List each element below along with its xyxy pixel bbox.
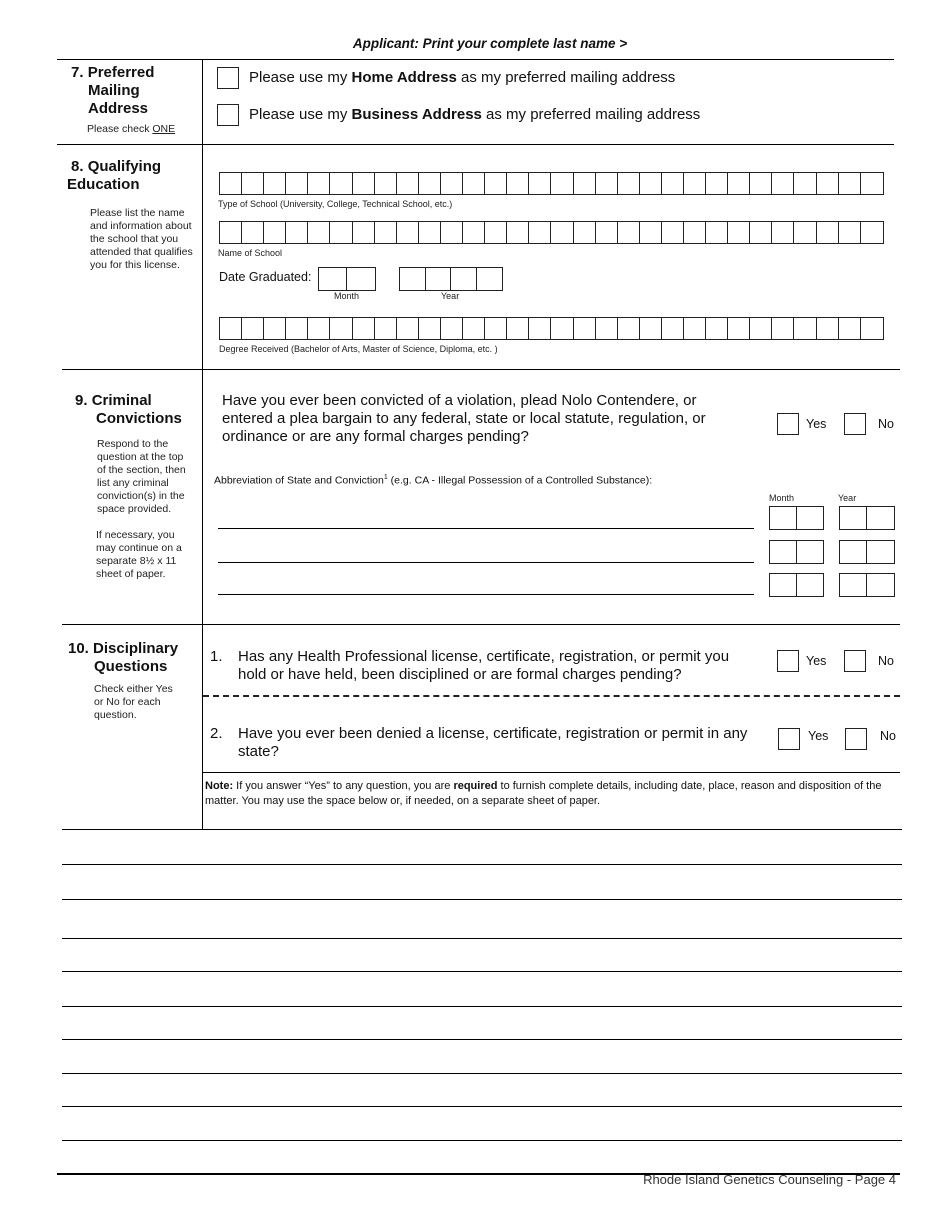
character-cell[interactable] xyxy=(242,222,264,243)
explanation-line[interactable] xyxy=(62,1073,902,1074)
section-7-title-line1: Preferred xyxy=(87,64,155,81)
character-cell[interactable] xyxy=(477,268,503,290)
character-cell[interactable] xyxy=(728,318,750,339)
business-address-checkbox[interactable] xyxy=(217,104,239,126)
character-cell[interactable] xyxy=(220,173,242,194)
character-cell[interactable] xyxy=(684,173,706,194)
disciplinary-q2-no-checkbox[interactable] xyxy=(845,728,867,750)
section-10-title-line2: Questions xyxy=(94,658,168,675)
name-of-school-field[interactable] xyxy=(219,221,884,244)
conviction-1-year-field[interactable] xyxy=(839,506,895,530)
character-cell[interactable] xyxy=(441,318,463,339)
character-cell[interactable] xyxy=(618,318,640,339)
conviction-3-month-field[interactable] xyxy=(769,573,824,597)
character-cell[interactable] xyxy=(640,318,662,339)
character-cell[interactable] xyxy=(419,222,441,243)
character-cell[interactable] xyxy=(529,318,551,339)
character-cell[interactable] xyxy=(264,318,286,339)
character-cell[interactable] xyxy=(794,222,816,243)
disciplinary-q1-no-label: No xyxy=(878,654,894,668)
note-text-pre: If you answer “Yes” to any question, you are xyxy=(233,780,454,792)
section-7-title-line2: Mailing xyxy=(88,82,140,99)
character-cell[interactable] xyxy=(286,173,308,194)
section-9-bottom-rule xyxy=(62,624,900,625)
disciplinary-q1-no-checkbox[interactable] xyxy=(844,650,866,672)
section-9-title-line2: Convictions xyxy=(96,410,182,427)
character-cell[interactable] xyxy=(551,318,573,339)
character-cell[interactable] xyxy=(596,318,618,339)
graduation-month-field[interactable] xyxy=(318,267,376,291)
character-cell[interactable] xyxy=(797,574,824,596)
section-10-title-line1: Disciplinary xyxy=(93,640,179,657)
character-cell[interactable] xyxy=(426,268,452,290)
note-text-post: to furnish complete details, including date, place, reason and disposition of the matter. You may use the space below or, if needed, on a separate sheet of paper. xyxy=(205,780,882,807)
footer-page-label: Rhode Island Genetics Counseling - Page 4 xyxy=(643,1172,896,1187)
character-cell[interactable] xyxy=(529,173,551,194)
character-cell[interactable] xyxy=(770,574,797,596)
character-cell[interactable] xyxy=(353,173,375,194)
character-cell[interactable] xyxy=(662,173,684,194)
section-8-title-line2: Education xyxy=(67,176,140,193)
character-cell[interactable] xyxy=(772,318,794,339)
character-cell[interactable] xyxy=(706,318,728,339)
character-cell[interactable] xyxy=(308,318,330,339)
character-cell[interactable] xyxy=(319,268,347,290)
abbreviation-example: (e.g. CA - Illegal Possession of a Controlled Substance): xyxy=(387,474,653,487)
abbreviation-footnote: 1 xyxy=(383,474,388,481)
section-10-number: 10. xyxy=(68,640,89,657)
note-label: Note: xyxy=(205,780,234,792)
applicant-last-name-label: Applicant: Print your complete last name > xyxy=(352,36,628,51)
character-cell[interactable] xyxy=(330,222,352,243)
character-cell[interactable] xyxy=(839,173,861,194)
type-of-school-field[interactable] xyxy=(219,172,884,195)
conviction-2-month-field[interactable] xyxy=(769,540,824,564)
character-cell[interactable] xyxy=(728,173,750,194)
character-cell[interactable] xyxy=(839,222,861,243)
character-cell[interactable] xyxy=(507,318,529,339)
character-cell[interactable] xyxy=(861,173,883,194)
character-cell[interactable] xyxy=(375,222,397,243)
character-cell[interactable] xyxy=(640,173,662,194)
section-8-help: Please list the name and information about the school that you attended that qualifies you for this license. xyxy=(90,207,193,271)
section-10-help: Check either Yes or No for each question. xyxy=(94,683,173,721)
home-address-bold: Home Address xyxy=(351,69,457,86)
business-address-pre: Please use my xyxy=(249,106,352,123)
home-address-checkbox[interactable] xyxy=(217,67,239,89)
character-cell[interactable] xyxy=(839,318,861,339)
character-cell[interactable] xyxy=(867,507,894,529)
question-separator-dashed xyxy=(203,695,900,697)
character-cell[interactable] xyxy=(794,173,816,194)
character-cell[interactable] xyxy=(817,173,839,194)
section-10-title xyxy=(68,640,178,676)
character-cell[interactable] xyxy=(618,222,640,243)
character-cell[interactable] xyxy=(684,318,706,339)
character-cell[interactable] xyxy=(397,173,419,194)
character-cell[interactable] xyxy=(728,222,750,243)
section-7-bottom-rule xyxy=(57,144,894,145)
explanation-line[interactable] xyxy=(62,1140,902,1141)
section-8-title-line1: Qualifying xyxy=(87,158,162,175)
character-cell[interactable] xyxy=(596,222,618,243)
section-9-help-1: Respond to the question at the top of the section, then list any criminal conviction(s) in the space provided. xyxy=(97,438,186,515)
character-cell[interactable] xyxy=(330,318,352,339)
character-cell[interactable] xyxy=(840,574,867,596)
character-cell[interactable] xyxy=(242,173,264,194)
section-7-help-prefix: Please check xyxy=(87,123,153,135)
character-cell[interactable] xyxy=(485,318,507,339)
explanation-line[interactable] xyxy=(62,1106,902,1107)
conviction-2-year-field[interactable] xyxy=(839,540,895,564)
character-cell[interactable] xyxy=(264,222,286,243)
character-cell[interactable] xyxy=(861,222,883,243)
character-cell[interactable] xyxy=(397,318,419,339)
explanation-line[interactable] xyxy=(62,1039,902,1040)
character-cell[interactable] xyxy=(485,173,507,194)
explanation-line[interactable] xyxy=(62,938,902,939)
character-cell[interactable] xyxy=(286,318,308,339)
degree-received-field[interactable] xyxy=(219,317,884,340)
disciplinary-q2-number: 2. xyxy=(210,725,223,742)
section-9-help-2: If necessary, you may continue on a separate 8½ x 11 sheet of paper. xyxy=(96,529,182,580)
character-cell[interactable] xyxy=(441,173,463,194)
type-of-school-label: Type of School (University, College, Technical School, etc.) xyxy=(218,199,453,209)
graduation-month-label: Month xyxy=(334,291,360,301)
disciplinary-q2-text: Have you ever been denied a license, certificate, registration or permit in any state? xyxy=(238,725,748,760)
character-cell[interactable] xyxy=(706,173,728,194)
section-7-title-line3: Address xyxy=(88,100,149,117)
explanation-line[interactable] xyxy=(62,971,902,972)
disciplinary-q1-number: 1. xyxy=(210,648,223,665)
character-cell[interactable] xyxy=(353,318,375,339)
character-cell[interactable] xyxy=(750,173,772,194)
character-cell[interactable] xyxy=(817,318,839,339)
character-cell[interactable] xyxy=(347,268,375,290)
degree-received-label: Degree Received (Bachelor of Arts, Master of Science, Diploma, etc. ) xyxy=(219,344,498,354)
character-cell[interactable] xyxy=(706,222,728,243)
character-cell[interactable] xyxy=(507,222,529,243)
character-cell[interactable] xyxy=(640,222,662,243)
character-cell[interactable] xyxy=(529,222,551,243)
character-cell[interactable] xyxy=(574,222,596,243)
section-8-title xyxy=(67,158,161,194)
character-cell[interactable] xyxy=(353,222,375,243)
criminal-yes-label: Yes xyxy=(806,417,827,431)
business-address-option xyxy=(249,106,700,124)
character-cell[interactable] xyxy=(750,222,772,243)
character-cell[interactable] xyxy=(662,222,684,243)
note-top-rule xyxy=(203,772,900,773)
character-cell[interactable] xyxy=(286,222,308,243)
name-of-school-label: Name of School xyxy=(218,248,283,258)
character-cell[interactable] xyxy=(551,222,573,243)
business-address-bold: Business Address xyxy=(351,106,482,123)
home-address-post: as my preferred mailing address xyxy=(456,69,676,86)
graduation-year-label: Year xyxy=(441,291,460,301)
character-cell[interactable] xyxy=(419,318,441,339)
abbreviation-label-text: Abbreviation of State and Conviction xyxy=(214,474,384,487)
section-8-number: 8. xyxy=(71,158,84,175)
character-cell[interactable] xyxy=(662,318,684,339)
character-cell[interactable] xyxy=(772,173,794,194)
criminal-yes-checkbox[interactable] xyxy=(777,413,799,435)
disciplinary-q1-text: Has any Health Professional license, certificate, registration, or permit you hold or have held, been disciplined or are formal charges pending? xyxy=(238,648,730,683)
character-cell[interactable] xyxy=(375,318,397,339)
section-7-help xyxy=(87,123,175,136)
character-cell[interactable] xyxy=(794,318,816,339)
character-cell[interactable] xyxy=(463,318,485,339)
disciplinary-q2-no-label: No xyxy=(880,729,896,743)
character-cell[interactable] xyxy=(485,222,507,243)
conviction-line-3[interactable] xyxy=(218,594,754,595)
character-cell[interactable] xyxy=(817,222,839,243)
character-cell[interactable] xyxy=(574,173,596,194)
character-cell[interactable] xyxy=(861,318,883,339)
character-cell[interactable] xyxy=(596,173,618,194)
column-divider-lower xyxy=(202,370,203,830)
home-address-pre: Please use my xyxy=(249,69,352,86)
character-cell[interactable] xyxy=(419,173,441,194)
character-cell[interactable] xyxy=(451,268,477,290)
graduation-year-field[interactable] xyxy=(399,267,503,291)
character-cell[interactable] xyxy=(330,173,352,194)
home-address-option xyxy=(249,69,675,87)
character-cell[interactable] xyxy=(308,173,330,194)
section-9-title-line1: Criminal xyxy=(91,392,152,409)
criminal-no-checkbox[interactable] xyxy=(844,413,866,435)
section-7-title xyxy=(71,64,154,118)
character-cell[interactable] xyxy=(308,222,330,243)
section-9-title xyxy=(75,392,182,428)
character-cell[interactable] xyxy=(840,541,867,563)
character-cell[interactable] xyxy=(463,173,485,194)
character-cell[interactable] xyxy=(397,222,419,243)
explanation-line[interactable] xyxy=(62,864,902,865)
header-rule xyxy=(57,59,894,60)
note-text-bold: required xyxy=(453,780,498,792)
conviction-month-label: Month xyxy=(769,493,795,503)
disciplinary-note xyxy=(205,779,895,809)
character-cell[interactable] xyxy=(220,318,242,339)
character-cell[interactable] xyxy=(441,222,463,243)
section-8-bottom-rule xyxy=(62,369,900,370)
character-cell[interactable] xyxy=(770,541,797,563)
character-cell[interactable] xyxy=(797,507,824,529)
date-graduated-label: Date Graduated: xyxy=(219,270,312,284)
character-cell[interactable] xyxy=(463,222,485,243)
character-cell[interactable] xyxy=(840,507,867,529)
section-9-number: 9. xyxy=(75,392,88,409)
character-cell[interactable] xyxy=(618,173,640,194)
character-cell[interactable] xyxy=(750,318,772,339)
business-address-post: as my preferred mailing address xyxy=(481,106,701,123)
section-7-help-emph: ONE xyxy=(152,123,176,135)
explanation-line[interactable] xyxy=(62,1006,902,1007)
character-cell[interactable] xyxy=(220,222,242,243)
character-cell[interactable] xyxy=(400,268,426,290)
conviction-line-1[interactable] xyxy=(218,528,754,529)
section-7-number: 7. xyxy=(71,64,84,81)
section-10-bottom-rule xyxy=(62,829,902,830)
conviction-3-year-field[interactable] xyxy=(839,573,895,597)
explanation-line[interactable] xyxy=(62,899,902,900)
character-cell[interactable] xyxy=(264,173,286,194)
character-cell[interactable] xyxy=(770,507,797,529)
conviction-1-month-field[interactable] xyxy=(769,506,824,530)
character-cell[interactable] xyxy=(867,574,894,596)
character-cell[interactable] xyxy=(797,541,824,563)
character-cell[interactable] xyxy=(574,318,596,339)
disciplinary-q2-yes-label: Yes xyxy=(808,729,829,743)
character-cell[interactable] xyxy=(375,173,397,194)
disciplinary-q1-yes-checkbox[interactable] xyxy=(777,650,799,672)
column-divider xyxy=(202,59,203,370)
criminal-conviction-question: Have you ever been convicted of a violation, plead Nolo Contendere, or entered a plea bargain to any federal, state or local statute, regulation, or ordinance or are any formal charges pending? xyxy=(222,392,706,445)
character-cell[interactable] xyxy=(772,222,794,243)
character-cell[interactable] xyxy=(867,541,894,563)
character-cell[interactable] xyxy=(507,173,529,194)
character-cell[interactable] xyxy=(551,173,573,194)
conviction-year-label: Year xyxy=(838,493,857,503)
abbreviation-label xyxy=(214,474,652,487)
conviction-line-2[interactable] xyxy=(218,562,754,563)
character-cell[interactable] xyxy=(684,222,706,243)
disciplinary-q1-yes-label: Yes xyxy=(806,654,827,668)
character-cell[interactable] xyxy=(242,318,264,339)
criminal-no-label: No xyxy=(878,417,894,431)
disciplinary-q2-yes-checkbox[interactable] xyxy=(778,728,800,750)
